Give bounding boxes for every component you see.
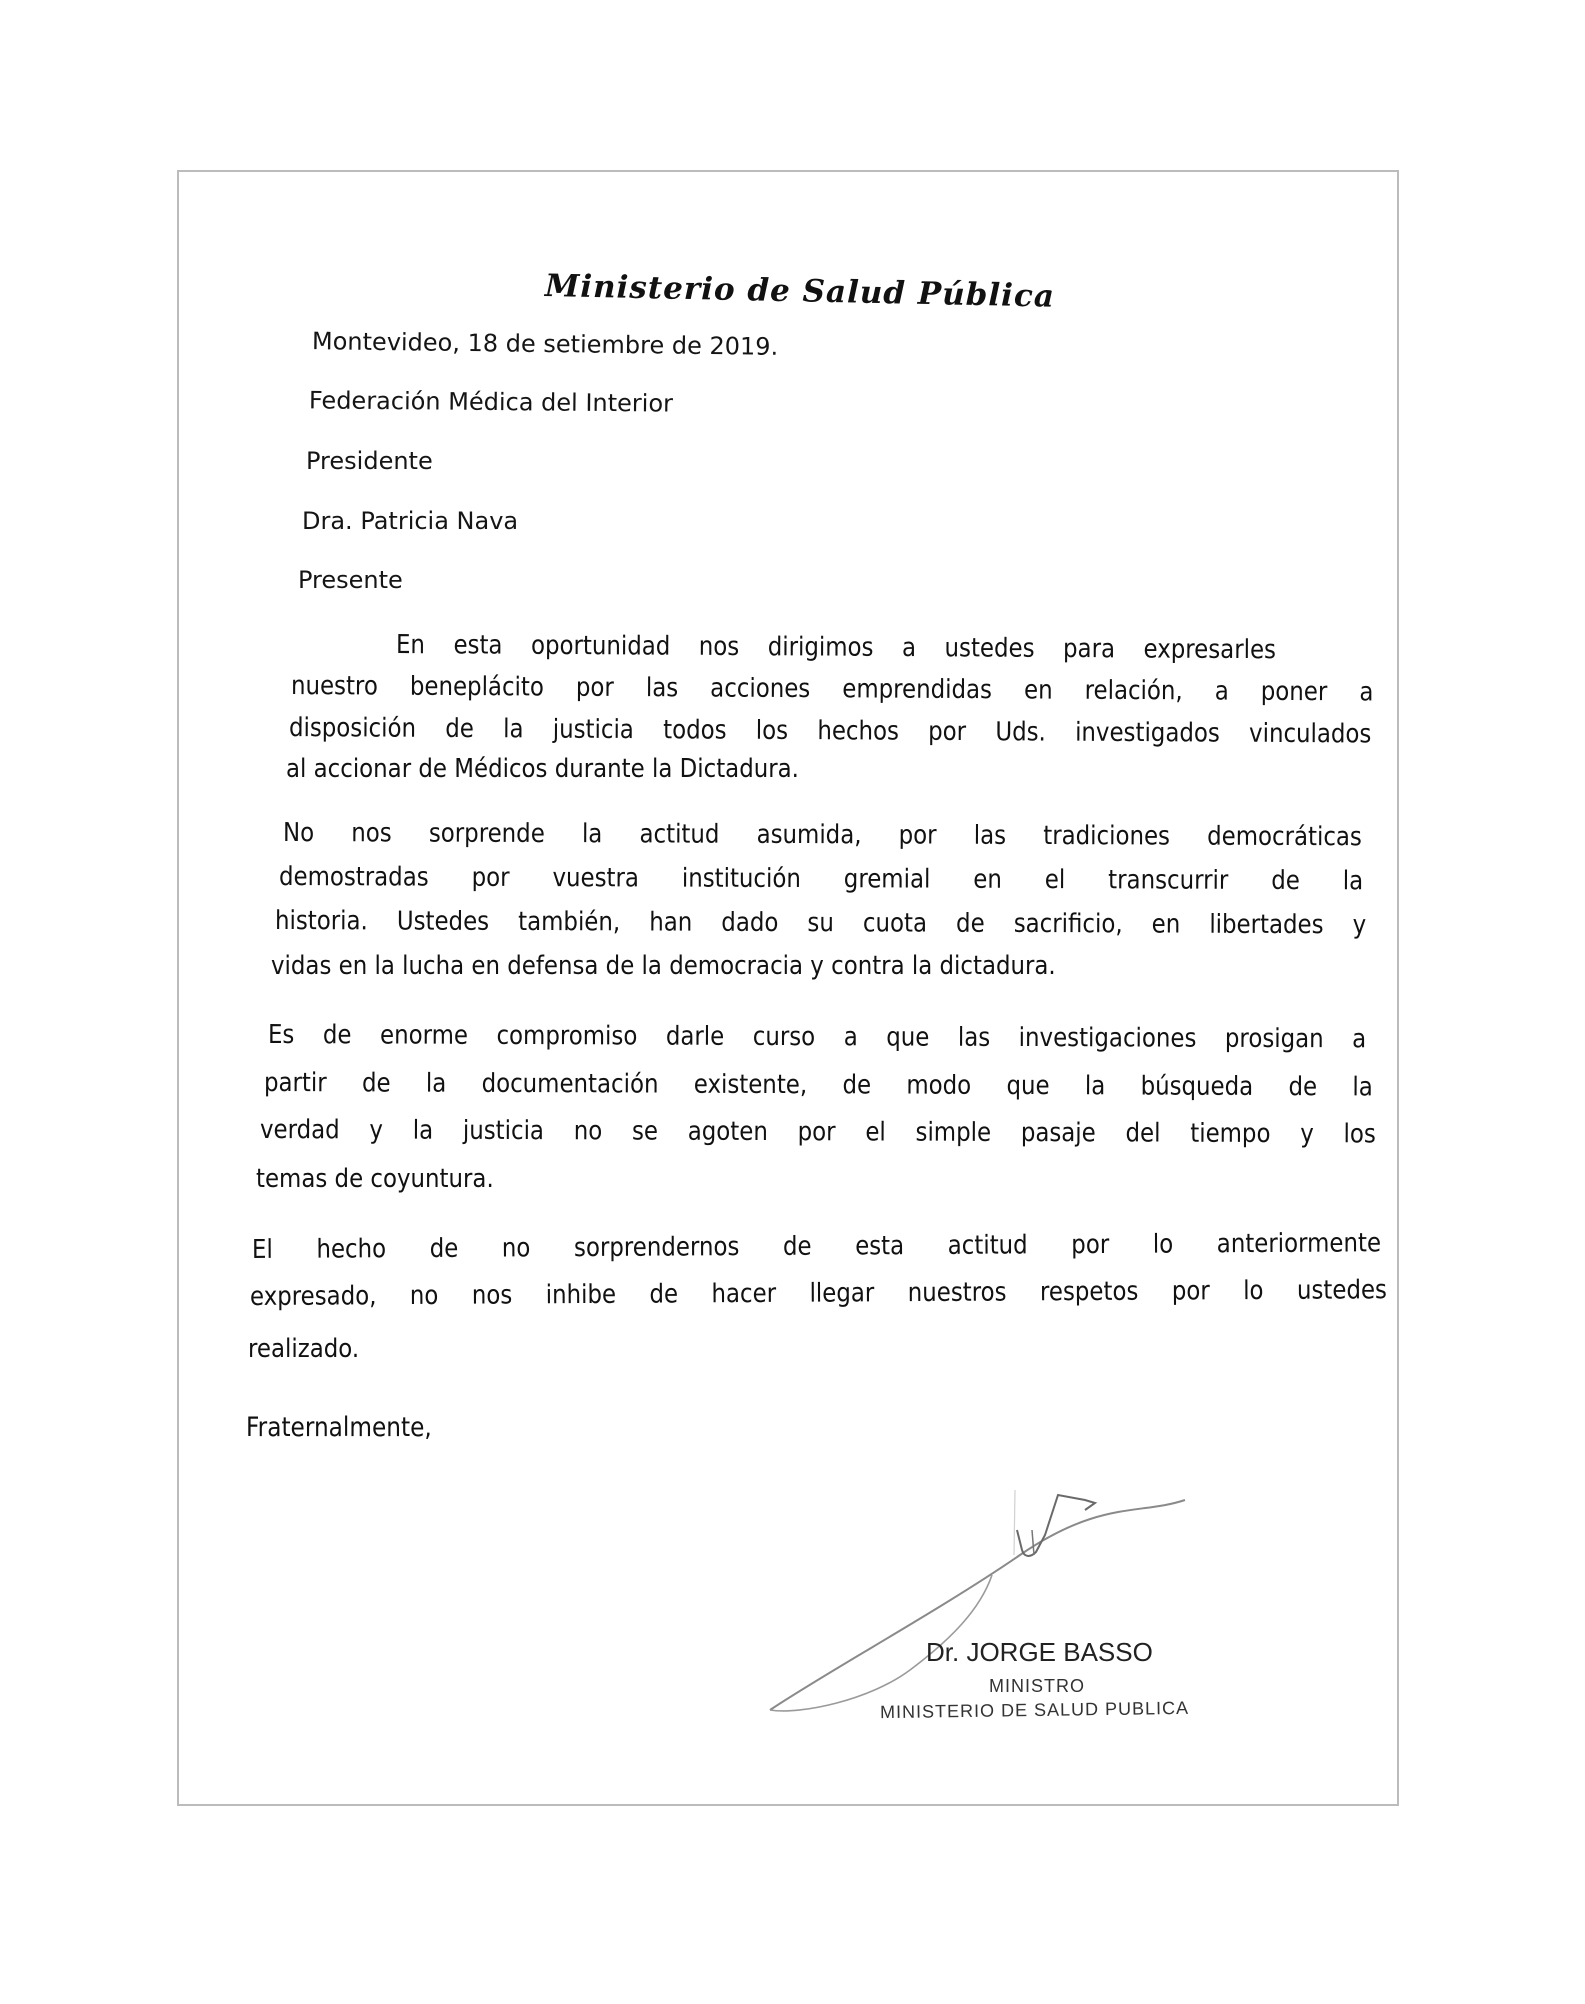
paragraph-line: Es de enorme compromiso darle curso a que las investigaciones prosigan a — [267, 1020, 1367, 1055]
paragraph-line: demostradas por vuestra institución gremial en el transcurrir de la — [278, 862, 1364, 897]
recipient-organization: Federación Médica del Interior — [308, 386, 674, 418]
paragraph-line: expresado, no nos inhibe de hacer llegar nuestros respetos por lo ustedes — [249, 1275, 1388, 1312]
paragraph-line: nuestro beneplácito por las acciones emprendidas en relación, a poner a — [290, 671, 1374, 708]
paragraph-line: verdad y la justicia no se agoten por el simple pasaje del tiempo y los — [259, 1115, 1376, 1150]
paragraph-line: temas de coyuntura. — [256, 1164, 494, 1194]
recipient-name: Dra. Patricia Nava — [302, 507, 519, 535]
paragraph-line: El hecho de no sorprendernos de esta actitud por lo anteriormente — [251, 1228, 1382, 1265]
signatory-position: MINISTRO — [989, 1676, 1085, 1696]
paragraph-line: disposición de la justicia todos los hechos por Uds. investigados vinculados — [288, 713, 1372, 750]
paragraph-line: al accionar de Médicos durante la Dictadura. — [286, 754, 799, 784]
recipient-title: Presidente — [306, 447, 433, 475]
paragraph-line: realizado. — [248, 1334, 360, 1364]
paragraph-line: partir de la documentación existente, de modo que la búsqueda de la — [263, 1068, 1373, 1103]
signatory-name: Dr. JORGE BASSO — [926, 1637, 1153, 1667]
closing: Fraternalmente, — [246, 1412, 432, 1443]
salutation: Presente — [298, 566, 403, 594]
paragraph-line: No nos sorprende la actitud asumida, por las tradiciones democráticas — [282, 818, 1362, 853]
paragraph-line: En esta oportunidad nos dirigimos a ustedes para expresarles — [395, 630, 1277, 666]
paragraph-line: historia. Ustedes también, han dado su cuota de sacrificio, en libertades y — [274, 906, 1367, 941]
paragraph-line: vidas en la lucha en defensa de la democracia y contra la dictadura. — [271, 951, 1056, 981]
letterhead: Ministerio de Salud Pública — [544, 268, 1056, 315]
signatory-institution: MINISTERIO DE SALUD PUBLICA — [879, 1697, 1190, 1723]
date-line: Montevideo, 18 de setiembre de 2019. — [311, 327, 779, 361]
